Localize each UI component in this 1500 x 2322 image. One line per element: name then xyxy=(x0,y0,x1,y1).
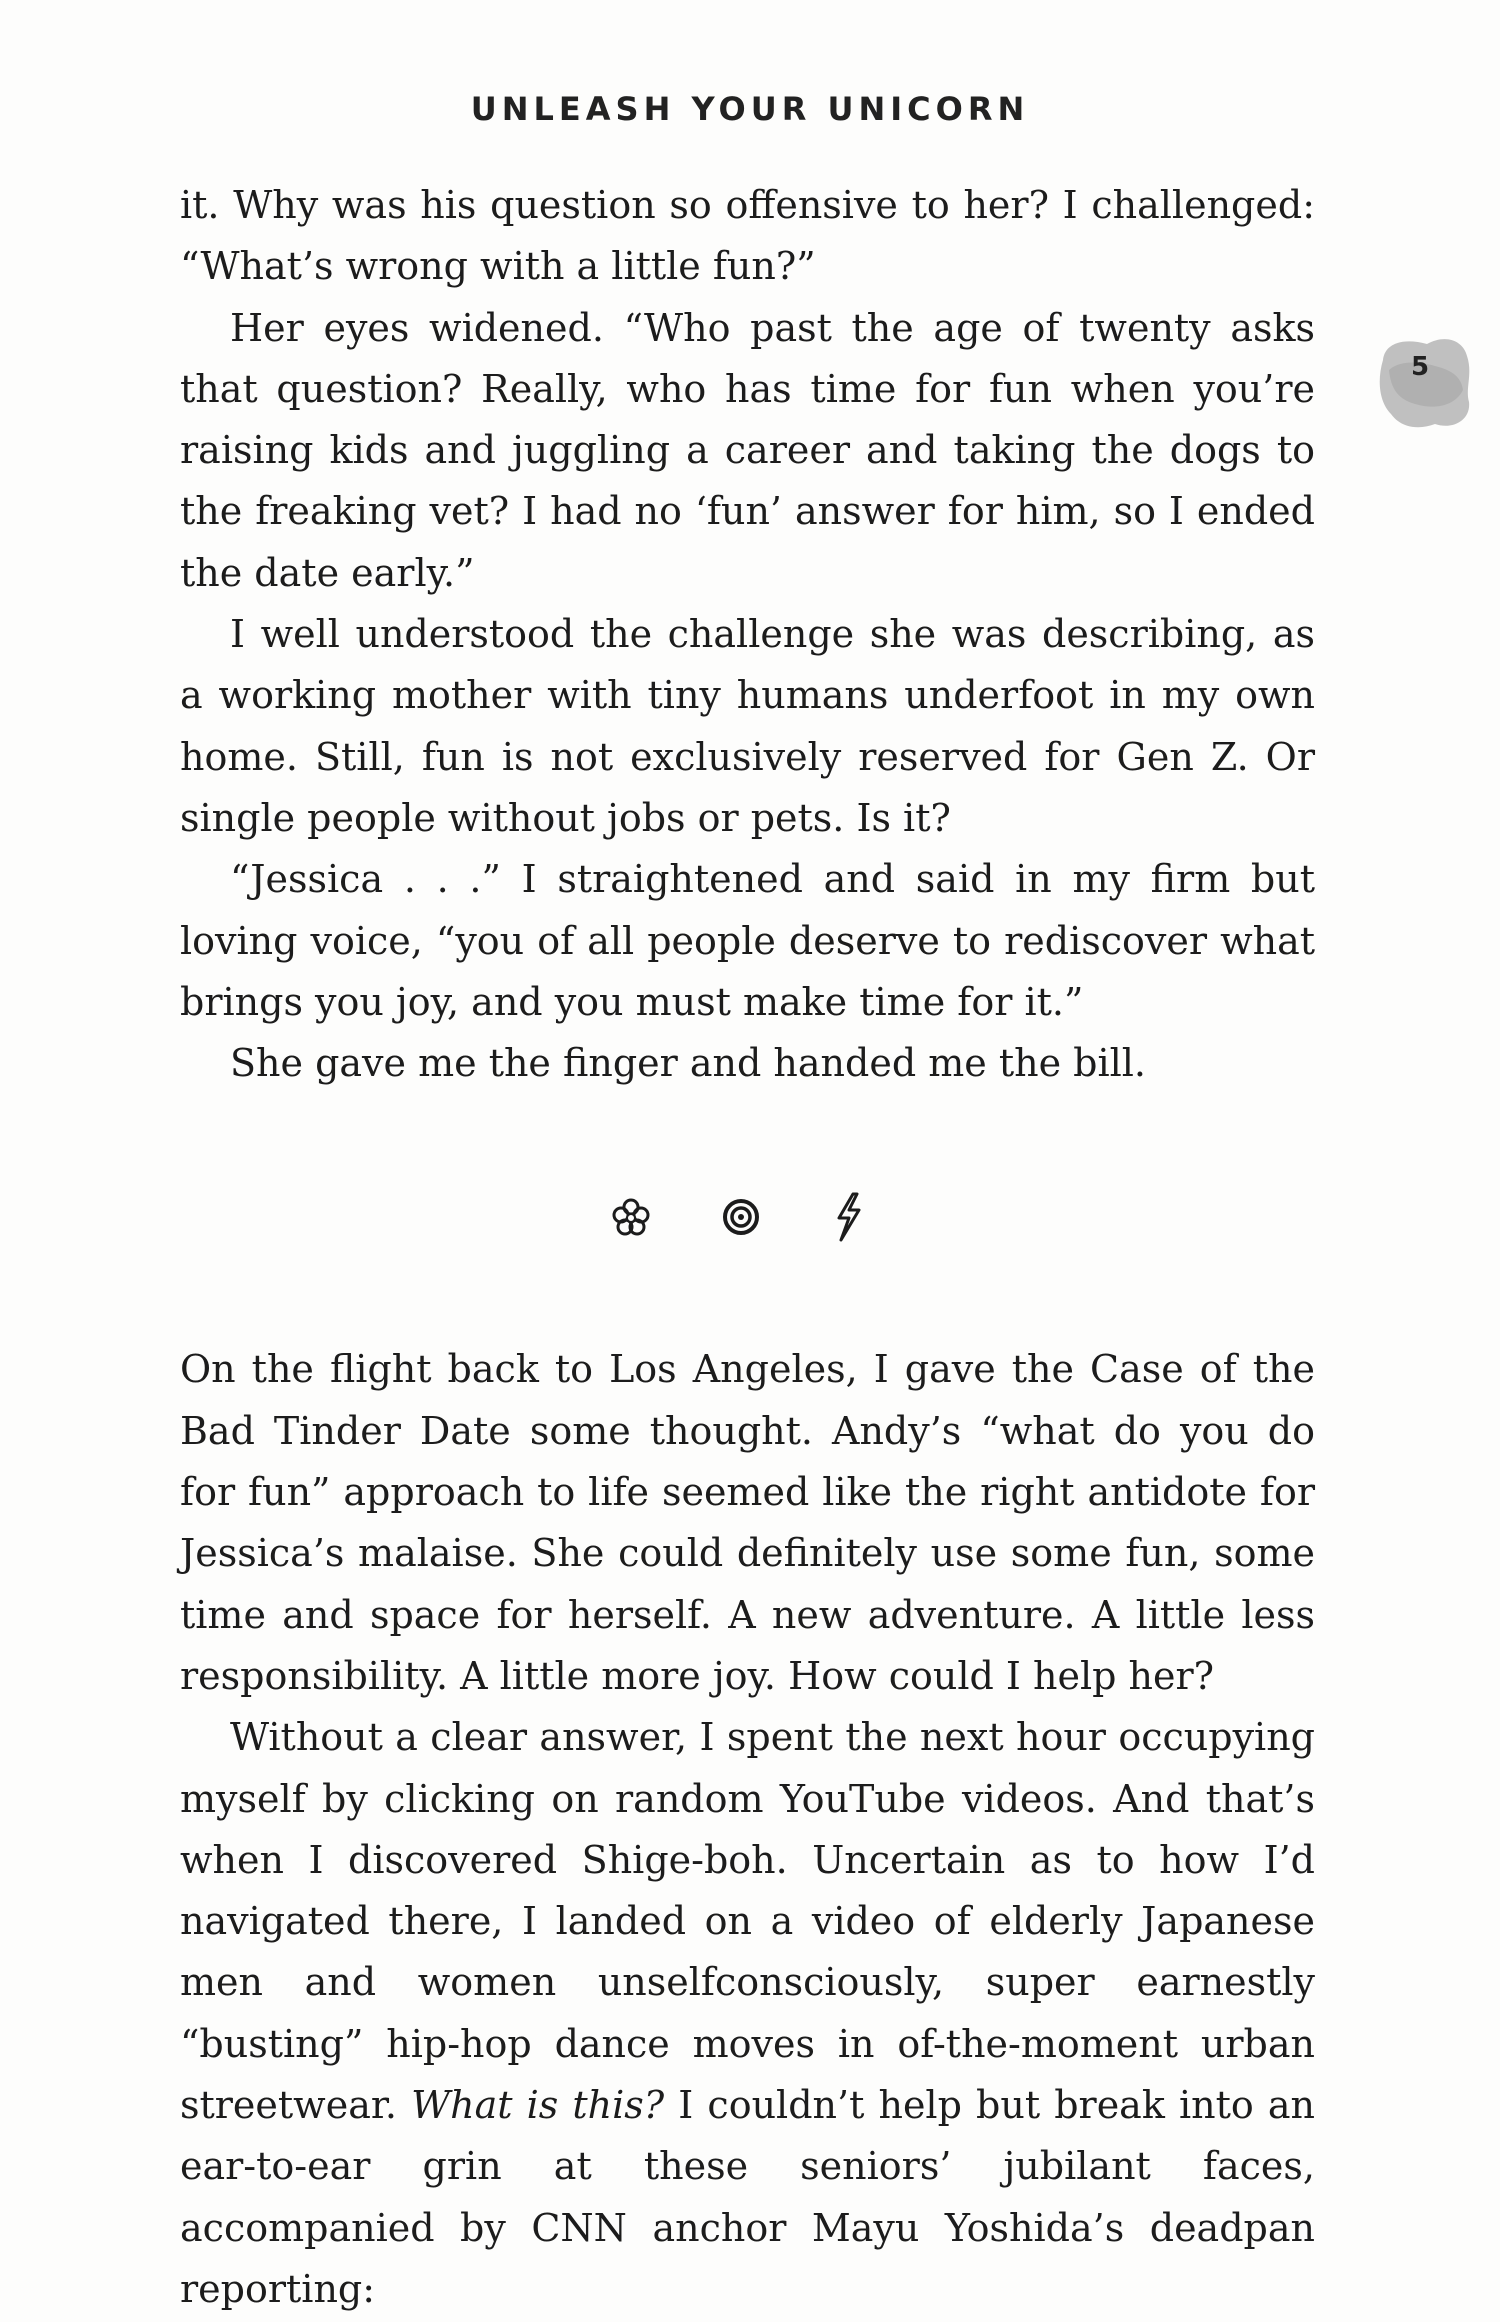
paragraph: I well understood the challenge she was describing, as a working mother with tiny humans underfoot in my own home. Still, fun is not exclusively reserved for Gen Z. Or single people without jobs or pets. Is it? xyxy=(180,612,1315,840)
page-number-tab xyxy=(1375,330,1475,435)
page-number: 5 xyxy=(1410,352,1430,382)
paragraph-text: Without a clear answer, I spent the next hour occupying myself by clicking on random YouTube videos. And that’s when I discovered Shige-boh. Uncertain as to how I’d navigated there, I landed on a video of elderly Japanese men and women unselfconsciously, super earnestly “busting” hip-hop dance moves in of-the-moment urban streetwear. xyxy=(180,1715,1315,2128)
section-break xyxy=(180,1094,1315,1339)
brush-stroke-icon xyxy=(1375,330,1475,435)
spiral-icon xyxy=(721,1197,761,1237)
running-head: UNLEASH YOUR UNICORN xyxy=(470,90,1030,128)
body-text xyxy=(180,175,1315,2320)
paragraph: “Jessica . . .” I straightened and said in my firm but loving voice, “you of all people deserve to rediscover what brings you joy, and you must make time for it.” xyxy=(180,857,1315,1024)
paragraph: it. Why was his question so offensive to her? I challenged: “What’s wrong with a little fun?” xyxy=(180,183,1315,289)
italic-text: What is this? xyxy=(411,2083,665,2128)
paragraph: On the flight back to Los Angeles, I gave the Case of the Bad Tinder Date some thought. Andy’s “what do you do for fun” approach to life seemed like the right antidote for Jessica’s malaise. She could definitely use some fun, some time and space for herself. A new adventure. A little less responsibility. A little more joy. How could I help her? xyxy=(180,1347,1315,1698)
flower-icon xyxy=(611,1197,651,1237)
paragraph: Her eyes widened. “Who past the age of twenty asks that question? Really, who has time for fun when you’re raising kids and juggling a career and taking the dogs to the freaking vet? I had no ‘fun’ answer for him, so I ended the date early.” xyxy=(180,305,1315,595)
paragraph-text: I couldn’t help but break into an ear-to-ear grin at these seniors’ jubilant faces, accompanied by CNN anchor Mayu Yoshida’s deadpan reporting: xyxy=(180,2083,1315,2311)
paragraph: She gave me the finger and handed me the bill. xyxy=(230,1041,1147,1086)
lightning-icon xyxy=(831,1192,865,1242)
paragraph xyxy=(180,1707,1315,2320)
